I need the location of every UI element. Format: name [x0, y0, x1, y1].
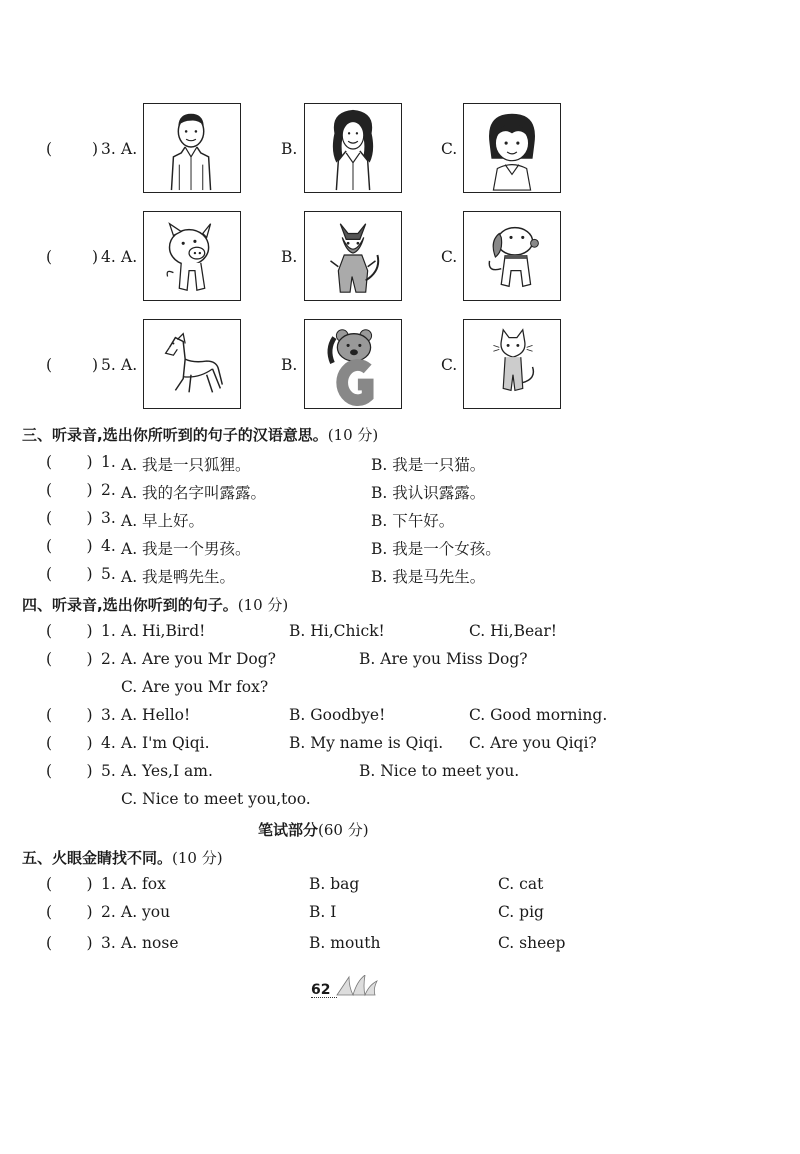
question-number: 5.: [101, 356, 116, 374]
option-a: A. fox: [121, 875, 166, 893]
option-b: B. mouth: [309, 934, 381, 952]
answer-paren: ( ): [46, 453, 93, 471]
dog-icon[interactable]: [463, 211, 561, 301]
option-a: A. Yes,I am.: [121, 762, 213, 780]
option-c: C. Nice to meet you,too.: [121, 790, 311, 808]
list-item: [46, 509, 93, 527]
answer-paren-open: (: [46, 140, 53, 158]
option-b: B. I: [309, 903, 337, 921]
option-c: C. sheep: [498, 934, 566, 952]
option-a-label: A.: [121, 140, 138, 158]
option-c: C. Hi,Bear!: [469, 622, 558, 640]
option-c-label: C.: [441, 356, 458, 374]
option-a: A. Are you Mr Dog?: [121, 650, 276, 668]
dotted-underline: [311, 997, 337, 998]
list-item: [46, 565, 93, 583]
option-c: C. Are you Mr fox?: [121, 678, 269, 696]
option-c-label: C.: [441, 248, 458, 266]
question-number: 1.: [101, 622, 116, 640]
grass-decoration-icon: [335, 975, 379, 997]
option-b: B. 我是一个女孩。: [371, 540, 501, 558]
option-b: B. 下午好。: [371, 512, 455, 530]
option-a: A. you: [121, 903, 171, 921]
option-b: B. 我是一只猫。: [371, 456, 486, 474]
answer-paren: ( ): [46, 650, 93, 668]
question-number: 2.: [101, 903, 116, 921]
man-icon[interactable]: [143, 103, 241, 193]
option-b: B. 我是马先生。: [371, 568, 486, 586]
answer-paren: ( ): [46, 934, 93, 952]
list-item: [46, 481, 93, 499]
girl-icon[interactable]: [463, 103, 561, 193]
bear-icon[interactable]: [304, 319, 402, 409]
question-number: 2.: [101, 650, 116, 668]
written-part-title: 笔试部分: [258, 821, 319, 839]
answer-paren: ( ): [46, 875, 93, 893]
question-number: 4.: [101, 248, 116, 266]
list-item: [46, 537, 93, 555]
option-c: C. pig: [498, 903, 544, 921]
question-number: 3.: [101, 509, 116, 527]
question-number: 5.: [101, 762, 116, 780]
written-part-score: (60 分): [318, 821, 369, 839]
horse-icon[interactable]: [143, 319, 241, 409]
option-c: C. Are you Qiqi?: [469, 734, 597, 752]
answer-paren-open: (: [46, 248, 53, 266]
section-5-heading: [22, 847, 223, 868]
option-a: A. 我是一个男孩。: [121, 540, 251, 558]
woman-icon[interactable]: [304, 103, 402, 193]
pig-icon[interactable]: [143, 211, 241, 301]
question-number: 3.: [101, 706, 116, 724]
answer-paren-close: ): [92, 248, 99, 266]
answer-paren: ( ): [46, 509, 93, 527]
question-number: 3.: [101, 934, 116, 952]
fox-icon[interactable]: [304, 211, 402, 301]
section-5-title: 五、火眼金睛找不同。: [22, 849, 173, 867]
question-number: 5.: [101, 565, 116, 583]
answer-paren-open: (: [46, 356, 53, 374]
option-a: A. 我的名字叫露露。: [121, 484, 267, 502]
option-b: B. Hi,Chick!: [289, 622, 385, 640]
question-number: 2.: [101, 481, 116, 499]
section-4-title: 四、听录音,选出你听到的句子。: [22, 596, 238, 614]
option-a: A. Hi,Bird!: [121, 622, 206, 640]
option-a: A. 我是一只狐狸。: [121, 456, 251, 474]
answer-paren: ( ): [46, 903, 93, 921]
section-3-heading: [22, 424, 378, 445]
option-b-label: B.: [281, 248, 298, 266]
option-b-label: B.: [281, 356, 298, 374]
answer-paren: ( ): [46, 481, 93, 499]
option-a: A. 我是鸭先生。: [121, 568, 236, 586]
answer-paren-close: ): [92, 356, 99, 374]
option-b-label: B.: [281, 140, 298, 158]
section-3-title: 三、听录音,选出你所听到的句子的汉语意思。: [22, 426, 328, 444]
option-b: B. Nice to meet you.: [359, 762, 520, 780]
option-a-label: A.: [121, 248, 138, 266]
option-a: A. 早上好。: [121, 512, 205, 530]
answer-paren: ( ): [46, 537, 93, 555]
answer-paren: ( ): [46, 734, 93, 752]
section-3-score: (10 分): [327, 426, 379, 444]
cat-icon[interactable]: [463, 319, 561, 409]
option-a: A. I'm Qiqi.: [121, 734, 210, 752]
option-c-label: C.: [441, 140, 458, 158]
written-part-heading: [258, 819, 369, 840]
section-4-score: (10 分): [237, 596, 289, 614]
option-c: C. Good morning.: [469, 706, 608, 724]
option-a: A. Hello!: [121, 706, 191, 724]
page-footer: [311, 979, 330, 998]
question-number: 1.: [101, 875, 116, 893]
page-number: 62: [311, 982, 331, 998]
question-number: 3.: [101, 140, 116, 158]
option-b: B. Goodbye!: [289, 706, 386, 724]
answer-paren: ( ): [46, 706, 93, 724]
answer-paren: ( ): [46, 622, 93, 640]
option-b: B. Are you Miss Dog?: [359, 650, 528, 668]
answer-paren-close: ): [92, 140, 99, 158]
section-4-heading: [22, 594, 288, 615]
option-a-label: A.: [121, 356, 138, 374]
list-item: [46, 453, 93, 471]
option-b: B. bag: [309, 875, 360, 893]
option-b: B. 我认识露露。: [371, 484, 486, 502]
option-c: C. cat: [498, 875, 544, 893]
answer-paren: ( ): [46, 565, 93, 583]
question-number: 4.: [101, 537, 116, 555]
answer-paren: ( ): [46, 762, 93, 780]
option-b: B. My name is Qiqi.: [289, 734, 444, 752]
section-5-score: (10 分): [172, 849, 223, 867]
option-a: A. nose: [121, 934, 179, 952]
question-number: 1.: [101, 453, 116, 471]
question-number: 4.: [101, 734, 116, 752]
